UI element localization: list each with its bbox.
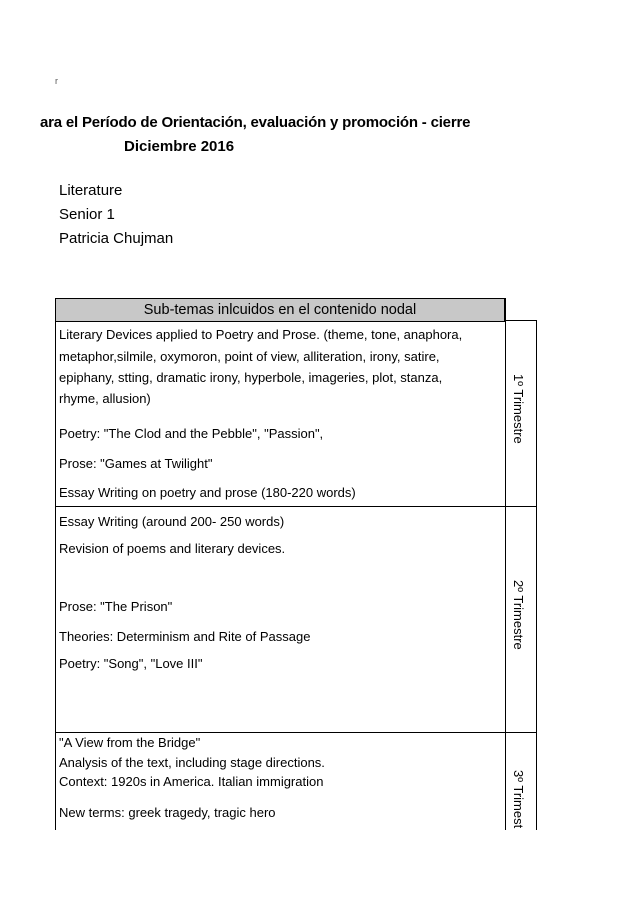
table-right-border: [536, 320, 537, 830]
subject-label: Literature: [59, 182, 123, 199]
document-date: Diciembre 2016: [124, 138, 235, 155]
table-left-border: [55, 322, 56, 830]
table-row: New terms: greek tragedy, tragic hero: [59, 805, 276, 820]
table-row: Revision of poems and literary devices.: [59, 541, 286, 556]
table-row: Poetry: "The Clod and the Pebble", "Passion",: [59, 426, 324, 441]
document-title: ara el Período de Orientación, evaluación y promoción - cierre: [40, 114, 471, 131]
trimester-2-bottom: [55, 732, 537, 733]
table-row: rhyme, allusion): [59, 391, 151, 406]
table-row: Context: 1920s in America. Italian immigration: [59, 774, 324, 789]
table-row: epiphany, stting, dramatic irony, hyperbole, imageries, plot, stanza,: [59, 370, 443, 385]
table-row: metaphor,silmile, oxymoron, point of view, alliteration, irony, satire,: [59, 349, 440, 364]
table-row: Essay Writing (around 200- 250 words): [59, 514, 285, 529]
table-row: Theories: Determinism and Rite of Passage: [59, 629, 311, 644]
stray-mark: r: [55, 76, 58, 86]
table-row: Prose: "The Prison": [59, 599, 173, 614]
table-row: Literary Devices applied to Poetry and Prose. (theme, tone, anaphora,: [59, 327, 463, 342]
trimester-2-label: 2º Trimestre: [511, 580, 526, 650]
teacher-label: Patricia Chujman: [59, 230, 174, 247]
trimester-3-label: 3º Trimest: [511, 770, 526, 829]
table-row: Poetry: "Song", "Love III": [59, 656, 203, 671]
trimester-column-top: [505, 320, 537, 321]
table-row: Essay Writing on poetry and prose (180-220 words): [59, 485, 356, 500]
table-row: Prose: "Games at Twilight": [59, 456, 213, 471]
table-header: Sub-temas inlcuidos en el contenido nodal: [55, 298, 505, 322]
column-divider: [505, 298, 506, 830]
trimester-1-bottom: [55, 506, 537, 507]
table-row: Analysis of the text, including stage directions.: [59, 755, 325, 770]
trimester-1-label: 1º Trimestre: [511, 374, 526, 444]
course-label: Senior 1: [59, 206, 115, 223]
table-row: "A View from the Bridge": [59, 735, 201, 750]
